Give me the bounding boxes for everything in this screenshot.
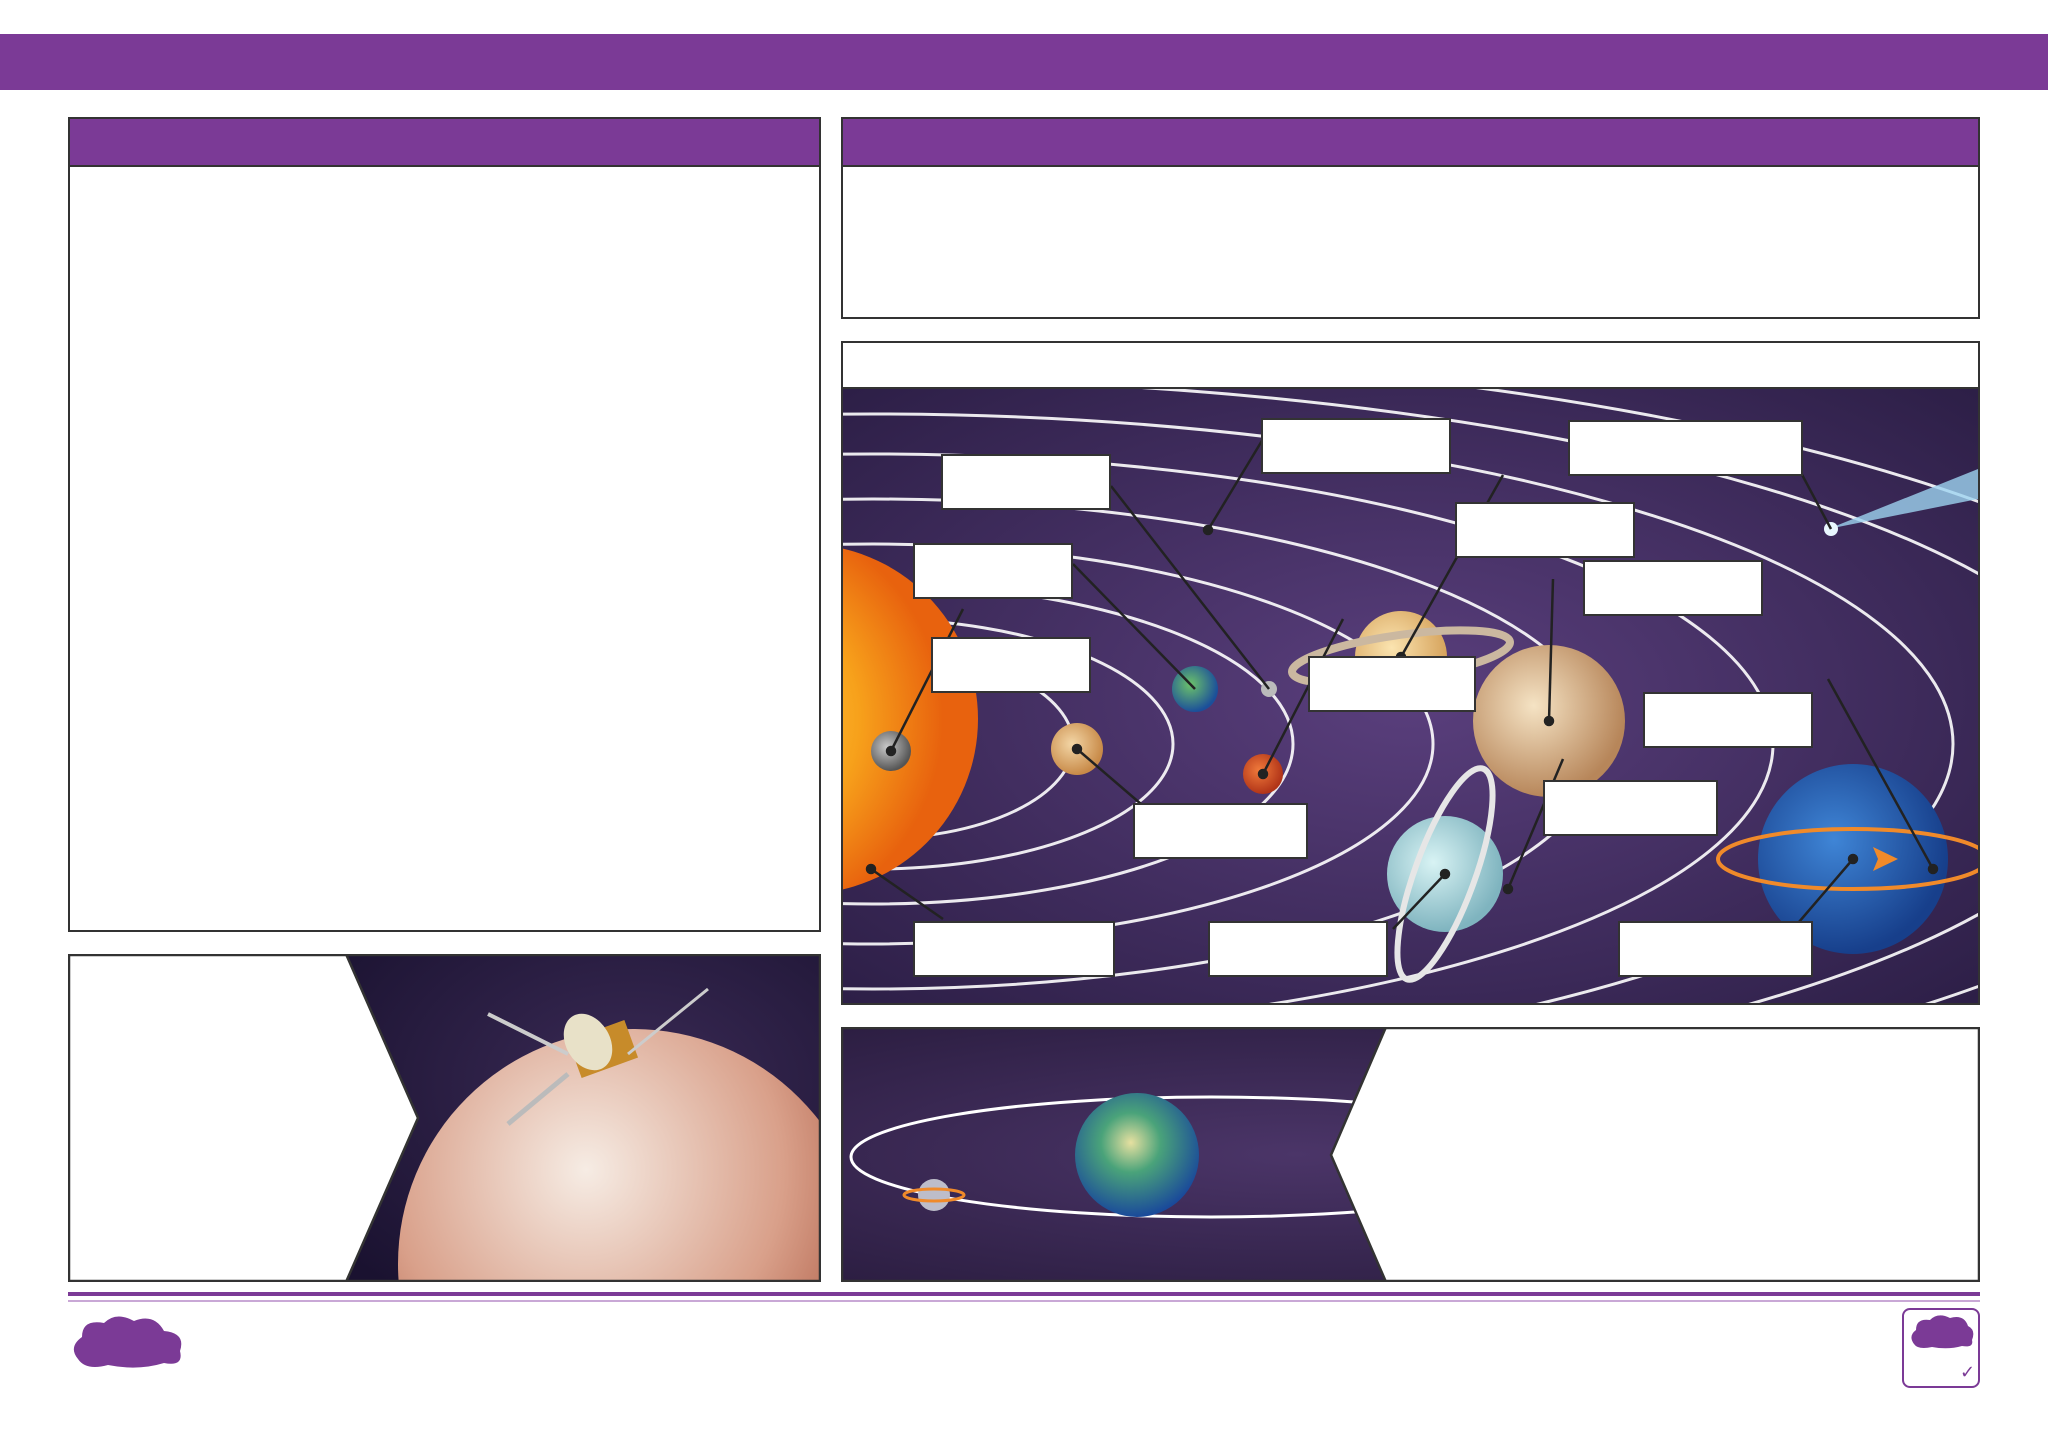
- knowledge-panel: [841, 117, 1980, 319]
- footer-divider: [68, 1292, 1980, 1296]
- badge-cloud-icon: [1908, 1314, 1974, 1350]
- label-mars: [1308, 656, 1476, 712]
- label-orbit: [1261, 418, 1451, 474]
- vocab-panel: [68, 117, 821, 932]
- pluto-panel: [68, 954, 821, 1282]
- twinkl-cloud-icon: [68, 1313, 188, 1369]
- pluto-image: [68, 954, 821, 1282]
- moon-panel: [841, 1027, 1980, 1282]
- twinkl-logo[interactable]: [68, 1313, 278, 1383]
- solar-heading: [843, 343, 1978, 389]
- label-moon: [941, 454, 1111, 510]
- label-rotate: [1643, 692, 1813, 748]
- vocab-heading: [70, 119, 819, 167]
- knowledge-heading: [843, 119, 1978, 167]
- title-bar: [0, 34, 2048, 90]
- label-mercury: [931, 637, 1091, 693]
- badge-check-icon: ✓: [1960, 1362, 1976, 1383]
- footer-divider-thin: [68, 1300, 1980, 1302]
- quality-badge: [1902, 1308, 1980, 1388]
- label-venus: [1133, 803, 1308, 859]
- label-uranus: [1208, 921, 1388, 977]
- knowledge-text: [843, 167, 1978, 179]
- earth-globe-icon: [1075, 1093, 1199, 1217]
- label-saturn: [1455, 502, 1635, 558]
- label-axis: [1543, 780, 1718, 836]
- solar-panel: [841, 341, 1980, 1005]
- label-sun: [913, 921, 1115, 977]
- label-earth: [913, 543, 1073, 599]
- label-jupiter: [1583, 560, 1763, 616]
- label-neptune: [1618, 921, 1813, 977]
- label-celestial-bodies: [1568, 420, 1803, 476]
- moon-orbit-image: [841, 1027, 1980, 1282]
